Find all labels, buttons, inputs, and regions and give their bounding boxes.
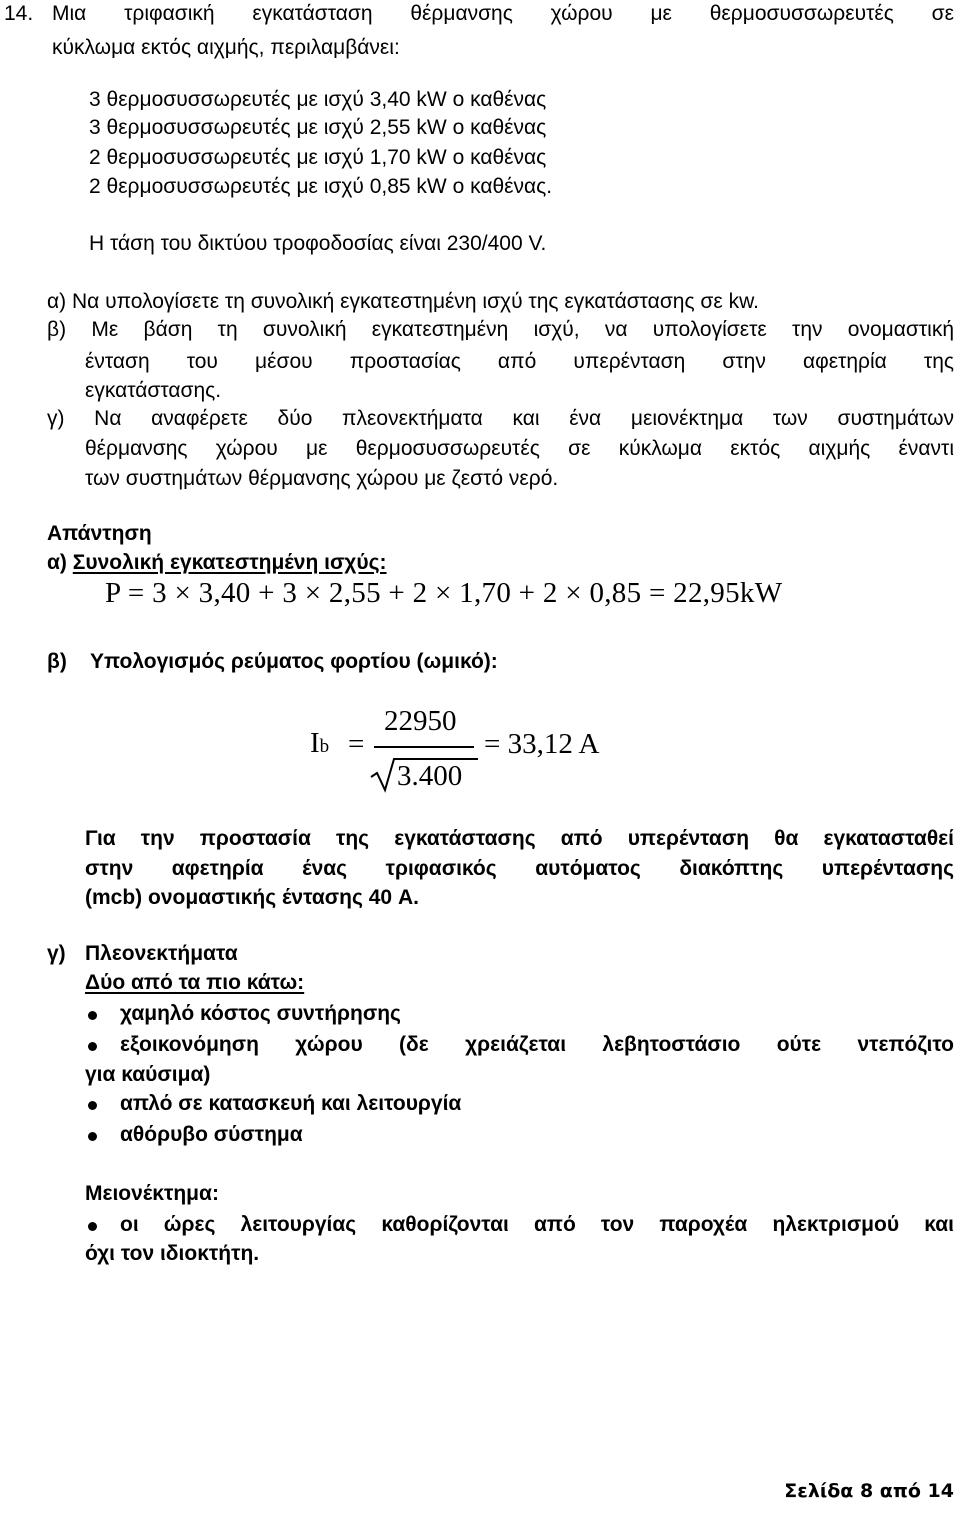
disadvantage-line1: οι ώρες λειτουργίας καθορίζονται από τον παροχέα ηλεκτρισμού και (120, 1213, 954, 1236)
question-number: 14. (4, 2, 34, 25)
current-numerator: 22950 (384, 705, 457, 737)
fraction-bar (374, 746, 474, 748)
answer-c-title: Πλεονεκτήματα (85, 942, 238, 965)
disadvantage-title: Μειονέκτημα: (85, 1182, 219, 1205)
advantage-item: χαμηλό κόστος συντήρησης (120, 1002, 401, 1025)
bullet-icon (88, 1042, 97, 1051)
question-intro-line2: κύκλωμα εκτός αιχμής, περιλαμβάνει: (52, 36, 400, 59)
current-result: = 33,12 A (484, 728, 600, 760)
answer-b-label: β) (47, 650, 67, 673)
bullet-icon (88, 1101, 97, 1110)
heater-item: 3 θερμοσυσσωρευτές με ισχύ 3,40 kW ο καθένας (89, 88, 547, 111)
current-symbol: Ib (310, 727, 330, 759)
answer-a-title: Συνολική εγκατεστημένη ισχύς: (72, 551, 387, 574)
current-denominator: 3.400 (397, 760, 463, 792)
question-b-line1: β) Με βάση τη συνολική εγκατεστημένη ισχύ, να υπολογίσετε την ονομαστική (47, 318, 954, 341)
answer-c-subtitle: Δύο από τα πιο κάτω: (85, 971, 305, 994)
bullet-icon (88, 1222, 97, 1231)
answer-a-heading (47, 551, 387, 575)
voltage-statement: Η τάση του δικτύου τροφοδοσίας είναι 230/400 V. (89, 232, 547, 255)
question-c-line2: θέρμανσης χώρου με θερμοσυσσωρευτές σε κύκλωμα εκτός αιχμής έναντι (85, 437, 954, 460)
answer-a-label: α) (47, 551, 73, 574)
question-c-line1: γ) Να αναφέρετε δύο πλεονεκτήματα και ένα μειονέκτημα των συστημάτων (47, 407, 954, 430)
protection-line1: Για την προστασία της εγκατάστασης από υπερένταση θα εγκατασταθεί (85, 827, 954, 850)
heater-item: 2 θερμοσυσσωρευτές με ισχύ 0,85 kW ο καθένας. (89, 175, 553, 198)
answer-c-label: γ) (47, 942, 66, 965)
question-b-line3: εγκατάστασης. (85, 379, 222, 402)
answer-b-title: Υπολογισμός ρεύματος φορτίου (ωμικό): (90, 650, 498, 673)
page-number: Σελίδα 8 από 14 (784, 1480, 954, 1502)
advantage-item-continuation: για καύσιμα) (85, 1063, 211, 1086)
advantage-item: απλό σε κατασκευή και λειτουργία (120, 1092, 462, 1115)
heater-item: 3 θερμοσυσσωρευτές με ισχύ 2,55 kW ο καθένας (89, 116, 547, 139)
heater-item: 2 θερμοσυσσωρευτές με ισχύ 1,70 kW ο καθένας (89, 146, 547, 169)
protection-line3: (mcb) ονομαστικής έντασης 40 A. (85, 886, 419, 909)
question-c-line3: των συστημάτων θέρμανσης χώρου με ζεστό νερό. (85, 467, 559, 490)
power-formula: P = 3 × 3,40 + 3 × 2,55 + 2 × 1,70 + 2 × 0,85 = 22,95kW (105, 577, 783, 609)
question-a: α) Να υπολογίσετε τη συνολική εγκατεστημένη ισχύ της εγκατάστασης σε kw. (47, 290, 759, 313)
answer-heading: Απάντηση (47, 522, 152, 545)
bullet-icon (88, 1132, 97, 1141)
question-intro-line1: Μια τριφασική εγκατάσταση θέρμανσης χώρου με θερμοσυσσωρευτές σε (52, 2, 954, 25)
disadvantage-line2: όχι τον ιδιοκτήτη. (85, 1242, 260, 1265)
question-b-line2: ένταση του μέσου προστασίας από υπερένταση στην αφετηρία της (85, 350, 954, 373)
advantage-item: εξοικονόμηση χώρου (δε χρειάζεται λεβητοστάσιο ούτε ντεπόζιτο (120, 1033, 954, 1056)
bullet-icon (88, 1011, 97, 1020)
advantage-item: αθόρυβο σύστημα (120, 1123, 303, 1146)
protection-line2: στην αφετηρία ένας τριφασικός αυτόματος διακόπτης υπερέντασης (85, 857, 954, 880)
current-equals: = (348, 728, 365, 760)
